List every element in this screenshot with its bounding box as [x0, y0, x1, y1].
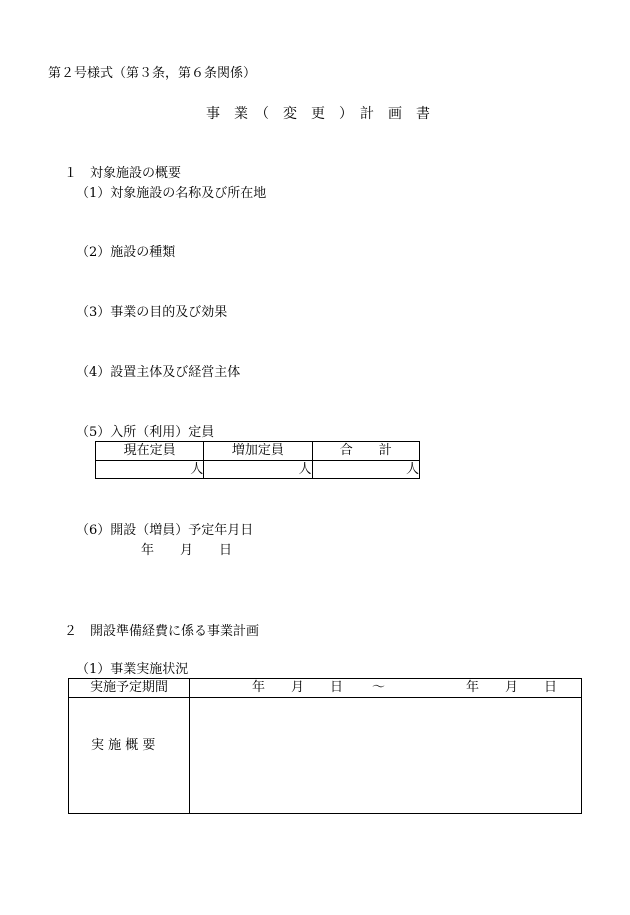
- header-current-capacity: 現在定員: [96, 442, 204, 461]
- section1-heading: １ 対象施設の概要: [64, 166, 182, 181]
- cell-total-unit[interactable]: 人: [312, 461, 420, 479]
- section2-heading: ２ 開設準備経費に係る事業計画: [64, 624, 260, 639]
- item-purpose: （3）事業の目的及び効果: [76, 305, 228, 320]
- item-facility-name: （1）対象施設の名称及び所在地: [76, 186, 267, 201]
- item-capacity: （5）入所（利用）定員: [76, 425, 215, 440]
- period-label: 実施予定期間: [69, 679, 190, 698]
- page-title: 事 業 （ 変 更 ） 計 画 書: [206, 106, 430, 122]
- item-facility-type: （2）施設の種類: [76, 245, 176, 260]
- period-tilde: ～: [372, 680, 386, 695]
- cell-current-unit[interactable]: 人: [96, 461, 204, 479]
- period-end: 年 月 日: [466, 680, 558, 695]
- implementation-table: [68, 678, 582, 814]
- item-operator: （4）設置主体及び経営主体: [76, 365, 241, 380]
- summary-content[interactable]: [190, 698, 582, 814]
- item-opening-date: （6）開設（増員）予定年月日: [76, 523, 254, 538]
- summary-label: 実 施 概 要: [91, 738, 156, 753]
- period-value[interactable]: [190, 679, 582, 698]
- opening-date-line: 年 月 日: [141, 543, 233, 558]
- cell-added-unit[interactable]: 人: [204, 461, 312, 479]
- capacity-table: [95, 441, 420, 479]
- header-added-capacity: 増加定員: [204, 442, 312, 461]
- item-implementation-status: （1）事業実施状況: [76, 662, 189, 677]
- summary-label-cell: [69, 698, 190, 814]
- period-start: 年 月 日: [252, 680, 344, 695]
- header-total: 合 計: [312, 442, 420, 461]
- form-number: 第２号様式（第３条，第６条関係）: [48, 66, 257, 81]
